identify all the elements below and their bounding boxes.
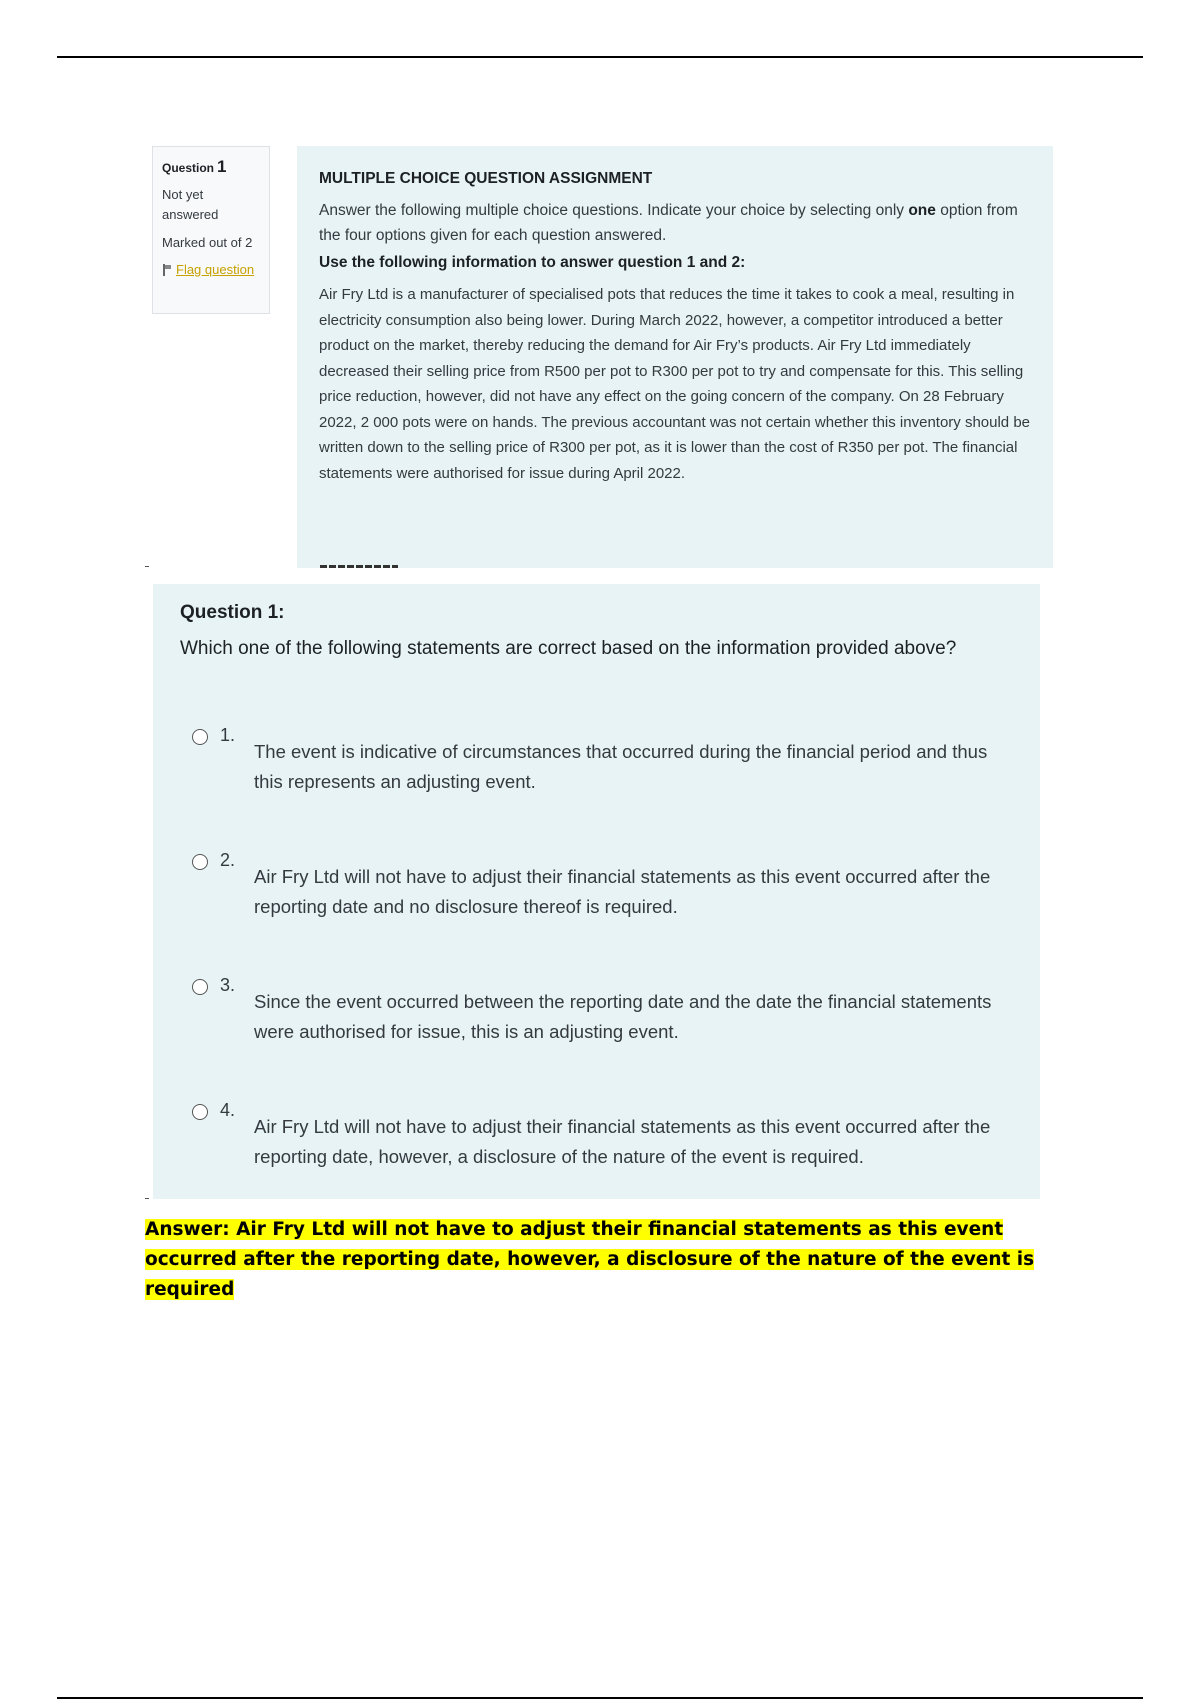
radio-button[interactable] xyxy=(192,979,208,995)
instructions-part-1: Answer the following multiple choice questions. Indicate your choice by selecting only xyxy=(319,202,909,219)
option-text[interactable]: Air Fry Ltd will not have to adjust their financial statements as this event occurred after the reporting date and no disclosure thereof is required. xyxy=(254,866,991,917)
flag-icon xyxy=(162,264,172,276)
answer-option-4[interactable] xyxy=(180,1100,1013,1225)
page-top-rule xyxy=(57,56,1143,58)
flag-question-label[interactable]: Flag question xyxy=(176,262,255,277)
option-text[interactable]: Air Fry Ltd will not have to adjust their financial statements as this event occurred after the reporting date, however, a disclosure of the nature of the event is required. xyxy=(254,1116,991,1167)
option-text[interactable]: Since the event occurred between the reporting date and the date the financial statements were authorised for issue, this is an adjusting event. xyxy=(254,991,992,1042)
question-number-label xyxy=(162,157,260,177)
answer-option-2[interactable] xyxy=(180,850,1013,975)
separator-tick xyxy=(145,1198,149,1199)
use-information-heading: Use the following information to answer question 1 and 2: xyxy=(319,254,746,271)
instructions-part-2: option from the four options given for each question answered. xyxy=(319,202,1018,244)
radio-button[interactable] xyxy=(192,1104,208,1120)
instructions-bold: one xyxy=(908,202,936,219)
assignment-instructions xyxy=(319,198,1031,248)
scenario-text: Air Fry Ltd is a manufacturer of specialised pots that reduces the time it takes to cook a meal, resulting in electricity consumption also being lower. During March 2022, however, a competitor introduced a better product on the market, thereby reducing the demand for Air Fry’s products. Air Fry Ltd immediately decreased their selling price from R500 per pot to R300 per pot to try and compensate for this. This selling price reduction, however, did not have any effect on the going concern of the company. On 28 February 2022, 2 000 pots were on hands. The previous accountant was not certain whether this inventory should be written down to the selling price of R300 per pot, as it is lower than the cost of R350 per pot. The financial statements were authorised for issue during April 2022. xyxy=(319,286,1031,482)
highlighted-answer: Answer: Air Fry Ltd will not have to adjust their financial statements as this event occurred after the reporting date, however, a disclosure of the nature of the event is required xyxy=(145,1219,1035,1300)
question-title: Question 1: xyxy=(180,602,285,623)
radio-button[interactable] xyxy=(192,854,208,870)
question-text: Which one of the following statements are correct based on the information provided above? xyxy=(180,638,957,659)
flag-question-link[interactable] xyxy=(162,260,260,280)
question-grade: Marked out of 2 xyxy=(162,235,253,250)
answer-options xyxy=(180,725,1013,1225)
question-info-box xyxy=(152,146,270,314)
option-number: 1. xyxy=(220,725,236,745)
question-content-panel xyxy=(297,146,1053,568)
option-number: 3. xyxy=(220,975,236,995)
answer-option-3[interactable] xyxy=(180,975,1013,1100)
option-number: 2. xyxy=(220,850,236,870)
answer-option-1[interactable] xyxy=(180,725,1013,850)
question-state: Not yet answered xyxy=(162,187,219,222)
answer-text xyxy=(145,1215,1045,1305)
question-panel xyxy=(153,584,1040,1199)
question-number: 1 xyxy=(217,157,227,176)
question-label: Question xyxy=(162,161,215,175)
cut-off-text-fragment xyxy=(320,565,398,568)
option-number: 4. xyxy=(220,1100,236,1120)
page-bottom-rule xyxy=(57,1697,1143,1699)
assignment-heading: MULTIPLE CHOICE QUESTION ASSIGNMENT xyxy=(319,170,653,187)
option-text[interactable]: The event is indicative of circumstances that occurred during the financial period and thus this represents an adjusting event. xyxy=(254,741,988,792)
separator-tick xyxy=(145,566,149,567)
radio-button[interactable] xyxy=(192,729,208,745)
